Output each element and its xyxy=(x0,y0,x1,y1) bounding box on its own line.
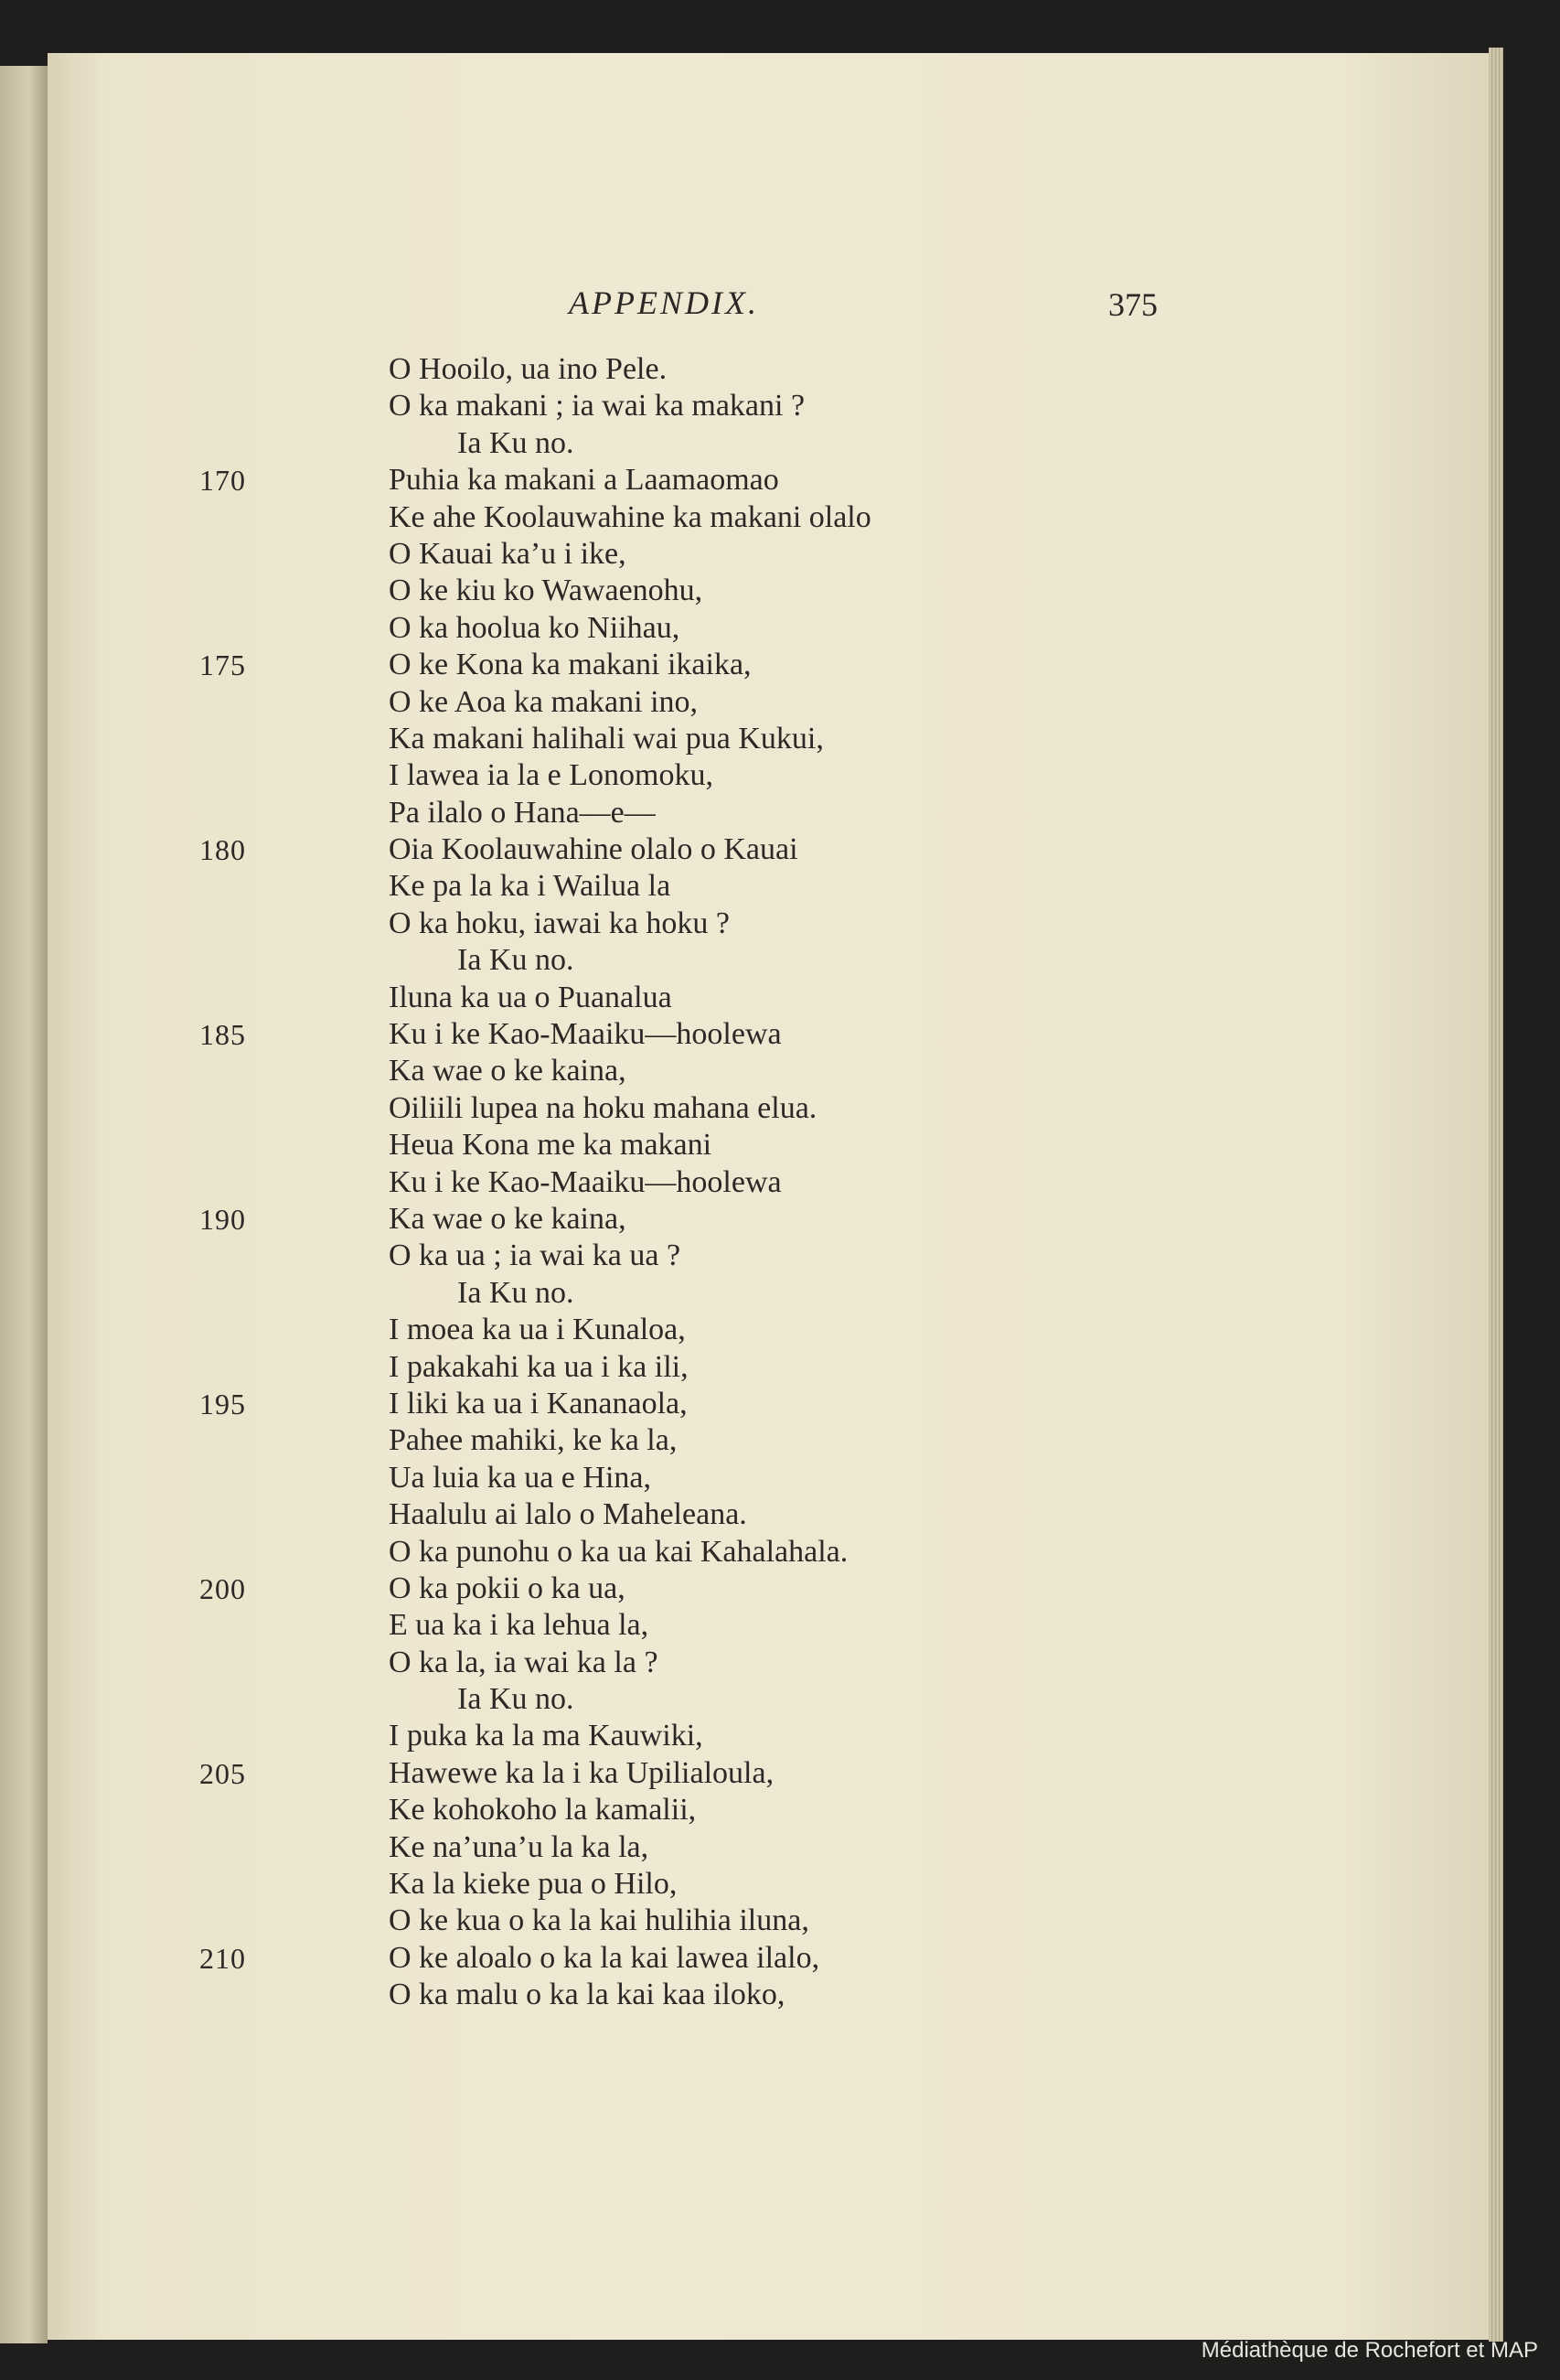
poem-line xyxy=(0,1090,1372,1127)
poem-line xyxy=(0,1312,1372,1348)
poem-line xyxy=(0,499,1372,536)
line-text: I liki ka ua i Kananaola, xyxy=(389,1386,688,1420)
poem-line xyxy=(0,1386,1372,1422)
poem-line xyxy=(0,536,1372,573)
poem-text xyxy=(0,351,1372,2014)
line-text: O ka la, ia wai ka la ? xyxy=(389,1645,658,1679)
poem-line xyxy=(0,1016,1372,1053)
poem-line xyxy=(0,868,1372,905)
poem-line xyxy=(0,831,1372,868)
poem-line xyxy=(0,1755,1372,1792)
poem-line xyxy=(0,757,1372,794)
line-text: O ka ua ; ia wai ka ua ? xyxy=(389,1238,681,1273)
poem-line xyxy=(0,1164,1372,1201)
poem-line xyxy=(0,1829,1372,1866)
line-text: I puka ka la ma Kauwiki, xyxy=(389,1719,703,1753)
poem-line xyxy=(0,425,1372,462)
line-text: O ka hoolua ko Niihau, xyxy=(389,610,680,645)
line-text: Pahee mahiki, ke ka la, xyxy=(389,1423,678,1458)
poem-line xyxy=(0,1571,1372,1607)
line-text: Heua Kona me ka makani xyxy=(389,1128,712,1163)
line-text: Ka wae o ke kaina, xyxy=(389,1201,626,1236)
line-text: Ka wae o ke kaina, xyxy=(389,1054,626,1088)
poem-line xyxy=(0,1127,1372,1163)
line-text: E ua ka i ka lehua la, xyxy=(389,1608,649,1643)
line-number: 175 xyxy=(199,649,246,682)
line-text: O ke kua o ka la kai hulihia iluna, xyxy=(389,1903,809,1938)
poem-line xyxy=(0,1275,1372,1312)
poem-line xyxy=(0,1977,1372,2013)
line-text: O ke Aoa ka makani ino, xyxy=(389,684,699,719)
poem-line xyxy=(0,1238,1372,1274)
poem-line xyxy=(0,1940,1372,1977)
line-text: O ka malu o ka la kai kaa iloko, xyxy=(389,1978,785,2012)
poem-line xyxy=(0,1496,1372,1533)
poem-line xyxy=(0,1349,1372,1386)
line-number: 200 xyxy=(199,1571,246,1605)
line-text: Iluna ka ua o Puanalua xyxy=(389,980,672,1014)
line-text: O ke Kona ka makani ikaika, xyxy=(389,648,752,682)
poem-line xyxy=(0,1681,1372,1718)
poem-line xyxy=(0,647,1372,683)
poem-line xyxy=(0,795,1372,831)
line-text: Ka la kieke pua o Hilo, xyxy=(389,1867,678,1902)
line-text: Ua luia ka ua e Hina, xyxy=(389,1460,651,1495)
line-text: Ia Ku no. xyxy=(457,943,574,978)
poem-line xyxy=(0,1534,1372,1571)
poem-line xyxy=(0,388,1372,424)
line-text: Hawewe ka la i ka Upilialoula, xyxy=(389,1755,775,1790)
poem-line xyxy=(0,1792,1372,1828)
poem-line xyxy=(0,1053,1372,1089)
line-text: Ke kohokoho la kamalii, xyxy=(389,1793,697,1828)
line-text: Oiliili lupea na hoku mahana elua. xyxy=(389,1090,817,1125)
line-number: 205 xyxy=(199,1756,246,1790)
line-number: 170 xyxy=(199,464,246,498)
line-text: Ia Ku no. xyxy=(457,1682,574,1717)
line-text: Puhia ka makani a Laamaomao xyxy=(389,463,779,498)
poem-line xyxy=(0,980,1372,1016)
library-watermark: Médiathèque de Rochefort et MAP xyxy=(1201,2338,1538,2363)
line-text: Oia Koolauwahine olalo o Kauai xyxy=(389,832,798,867)
poem-line xyxy=(0,942,1372,979)
line-text: Ku i ke Kao-Maaiku—hoolewa xyxy=(389,1164,782,1199)
poem-line xyxy=(0,351,1372,388)
page-stack-edge xyxy=(1489,48,1503,2342)
line-text: O ka hoku, iawai ka hoku ? xyxy=(389,906,730,940)
poem-line xyxy=(0,721,1372,757)
line-text: O ke aloalo o ka la kai lawea ilalo, xyxy=(389,1940,820,1975)
line-text: O ke kiu ko Wawaenohu, xyxy=(389,574,703,608)
poem-line xyxy=(0,1903,1372,1939)
poem-line xyxy=(0,684,1372,721)
line-number: 210 xyxy=(199,1941,246,1975)
poem-line xyxy=(0,1422,1372,1459)
poem-line xyxy=(0,1460,1372,1496)
line-text: I pakakahi ka ua i ka ili, xyxy=(389,1349,689,1384)
poem-line xyxy=(0,1201,1372,1238)
line-text: Ke na’una’u la ka la, xyxy=(389,1829,649,1864)
line-text: O ka punohu o ka ua kai Kahalahala. xyxy=(389,1534,849,1569)
line-number: 180 xyxy=(199,833,246,867)
poem-line xyxy=(0,610,1372,647)
line-text: O ka pokii o ka ua, xyxy=(389,1571,625,1605)
line-text: Ia Ku no. xyxy=(457,425,574,460)
line-text: I moea ka ua i Kunaloa, xyxy=(389,1313,686,1347)
line-number: 185 xyxy=(199,1018,246,1052)
poem-line xyxy=(0,462,1372,499)
line-text: O Hooilo, ua ino Pele. xyxy=(389,352,668,386)
line-text: Haalulu ai lalo o Maheleana. xyxy=(389,1497,747,1532)
line-text: O Kauai ka’u i ike, xyxy=(389,536,626,571)
page-number: 375 xyxy=(1108,286,1158,323)
line-text: I lawea ia la e Lonomoku, xyxy=(389,758,713,793)
line-text: Ka makani halihali wai pua Kukui, xyxy=(389,721,824,756)
poem-line xyxy=(0,1607,1372,1644)
poem-line xyxy=(0,573,1372,609)
poem-line xyxy=(0,906,1372,942)
poem-line xyxy=(0,1645,1372,1681)
running-head: APPENDIX. xyxy=(569,284,759,321)
line-text: Ia Ku no. xyxy=(457,1275,574,1310)
line-number: 195 xyxy=(199,1387,246,1420)
line-text: Pa ilalo o Hana—e— xyxy=(389,795,656,830)
line-number: 190 xyxy=(199,1202,246,1236)
line-text: Ke ahe Koolauwahine ka makani olalo xyxy=(389,499,871,534)
poem-line xyxy=(0,1718,1372,1754)
line-text: O ka makani ; ia wai ka makani ? xyxy=(389,389,806,423)
line-text: Ku i ke Kao-Maaiku—hoolewa xyxy=(389,1017,782,1052)
line-text: Ke pa la ka i Wailua la xyxy=(389,869,671,904)
poem-line xyxy=(0,1866,1372,1903)
